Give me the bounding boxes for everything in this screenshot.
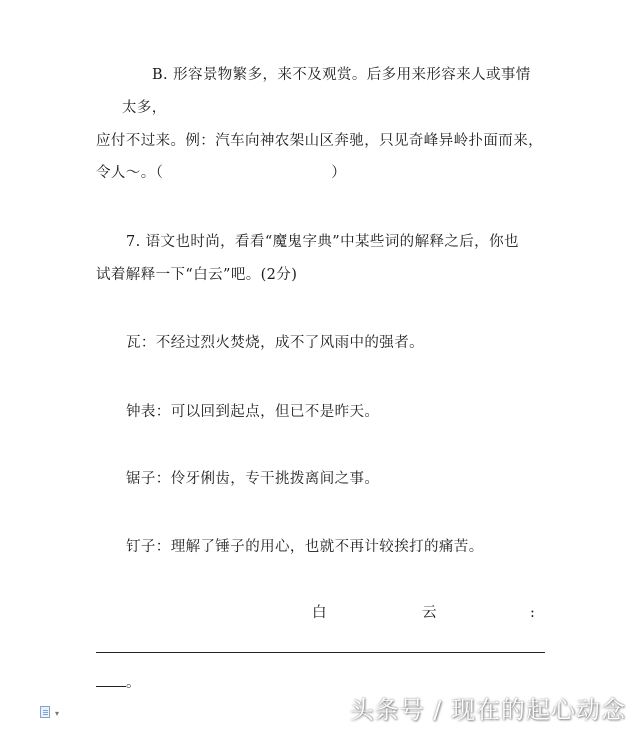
answer-bai: 白	[312, 605, 327, 621]
answer-prompt	[96, 603, 544, 623]
document-icon[interactable]	[40, 706, 50, 718]
answer-blank-line	[96, 652, 545, 653]
example-nail: 钉子：理解了锤子的用心，也就不再计较挨打的痛苦。	[126, 539, 484, 555]
answer-blank-short-line	[96, 673, 126, 687]
watermark-text: 头条号 / 现在的起心动念	[349, 696, 626, 724]
question-7-line-1: 7. 语文也时尚，看看“魔鬼字典”中某些词的解释之后，你也	[126, 234, 519, 250]
chevron-down-icon[interactable]: ▾	[55, 709, 60, 718]
example-saw: 锯子：伶牙俐齿，专干挑拨离间之事。	[126, 471, 380, 487]
option-b-line-4-suffix: ）	[331, 165, 347, 181]
example-clock: 钟表：可以回到起点，但已不是昨天。	[126, 404, 380, 420]
example-wa: 瓦：不经过烈火焚烧，成不了风雨中的强者。	[126, 335, 424, 351]
option-b-line-4-prefix: 令人～。（	[96, 165, 164, 181]
answer-colon: :	[530, 605, 535, 621]
answer-blank-end	[96, 673, 141, 693]
answer-yun: 云	[422, 605, 437, 621]
option-b-line-1: B. 形容景物繁多，来不及观赏。后多用来形容来人或事情	[152, 67, 531, 83]
question-7-line-2: 试着解释一下“白云”吧。(2分)	[96, 267, 298, 283]
option-b-line-3: 应付不过来。例：汽车向神农架山区奔驰，只见奇峰异岭扑面而来，	[96, 133, 543, 149]
answer-end-period: 。	[126, 675, 141, 691]
option-b-line-2: 太多，	[122, 100, 167, 116]
option-b-line-4	[96, 163, 346, 183]
